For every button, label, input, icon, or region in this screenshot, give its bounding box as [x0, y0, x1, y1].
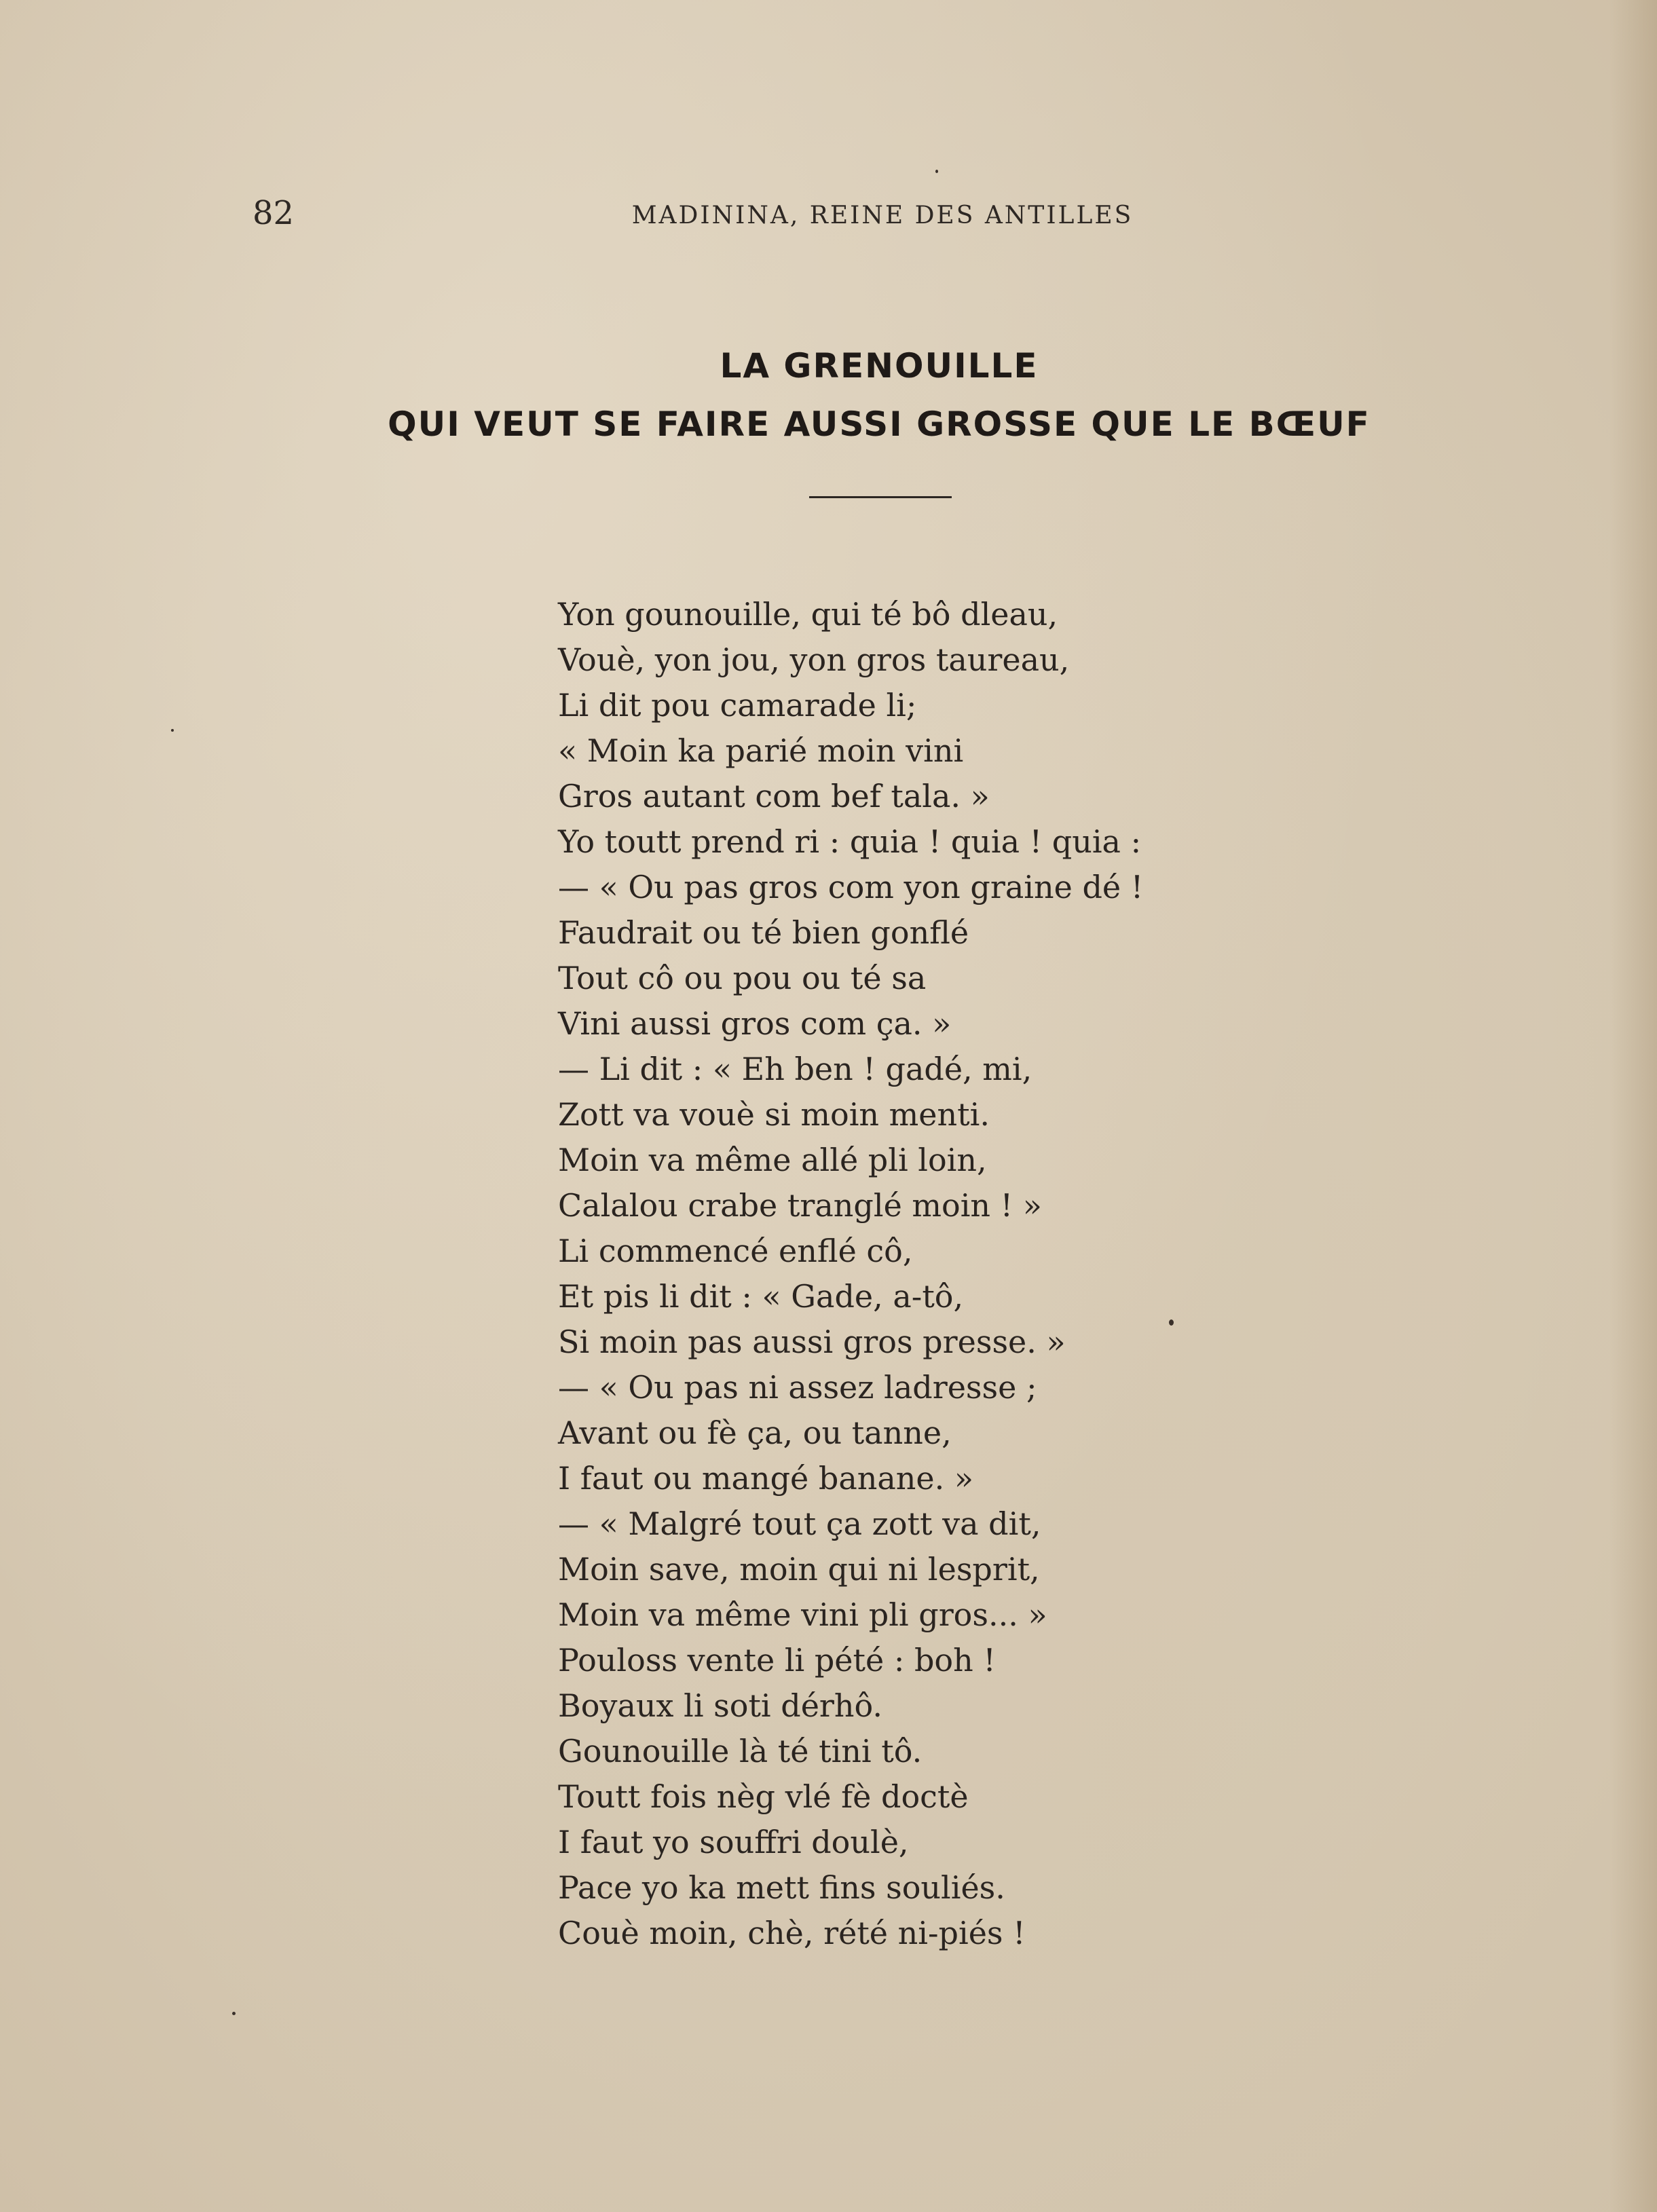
- poem-body: [558, 592, 1143, 1956]
- poem-line: Yon gounouille, qui té bô dleau,: [558, 596, 1058, 633]
- poem-line: Moin save, moin qui ni lesprit,: [558, 1551, 1040, 1588]
- poem-line: Couè moin, chè, rété ni-piés !: [558, 1915, 1026, 1951]
- paper-speck: [1169, 1319, 1174, 1326]
- poem-line: Toutt fois nèg vlé fè doctè: [558, 1778, 969, 1815]
- poem-line: I faut ou mangé banane. »: [558, 1460, 974, 1497]
- poem-title-line-1: LA GRENOUILLE: [720, 346, 1039, 386]
- page-number: 82: [253, 194, 295, 232]
- poem-title-line-2: QUI VEUT SE FAIRE AUSSI GROSSE QUE LE BŒUF: [388, 405, 1371, 444]
- poem-line: Si moin pas aussi gros presse. »: [558, 1324, 1066, 1360]
- poem-line: Gounouille là té tini tô.: [558, 1733, 923, 1769]
- poem-line: Et pis li dit : « Gade, a-tô,: [558, 1278, 964, 1315]
- poem-line: — « Ou pas gros com yon graine dé !: [558, 869, 1144, 905]
- paper-speck: [171, 729, 174, 732]
- poem-line: Moin va même vini pli gros... »: [558, 1596, 1047, 1633]
- poem-line: Calalou crabe tranglé moin ! »: [558, 1187, 1042, 1224]
- poem-line: — « Malgré tout ça zott va dit,: [558, 1505, 1041, 1542]
- poem-line: Yo toutt prend ri : quia ! quia ! quia :: [558, 823, 1142, 860]
- running-header: MADININA, REINE DES ANTILLES: [631, 202, 1134, 229]
- poem-line: Li dit pou camarade li;: [558, 687, 917, 724]
- poem-line: Vouè, yon jou, yon gros taureau,: [558, 641, 1070, 678]
- poem-line: — « Ou pas ni assez ladresse ;: [558, 1369, 1037, 1406]
- poem-line: I faut yo souffri doulè,: [558, 1824, 909, 1860]
- title-divider: [809, 496, 952, 498]
- poem-line: Li commencé enflé cô,: [558, 1233, 913, 1269]
- poem-line: Vini aussi gros com ça. »: [558, 1005, 952, 1042]
- poem-line: Faudrait ou té bien gonflé: [558, 914, 969, 951]
- poem-line: Boyaux li soti dérhô.: [558, 1687, 883, 1724]
- paper-speck: [935, 170, 938, 173]
- poem-line: Zott va vouè si moin menti.: [558, 1096, 990, 1133]
- poem-line: « Moin ka parié moin vini: [558, 732, 964, 769]
- poem-line: Pouloss vente li pété : boh !: [558, 1642, 996, 1679]
- paper-speck: [232, 2012, 236, 2015]
- page-edge-shadow: [1609, 0, 1657, 2212]
- poem-line: Gros autant com bef tala. »: [558, 778, 990, 814]
- poem-line: Moin va même allé pli loin,: [558, 1142, 987, 1178]
- poem-line: Avant ou fè ça, ou tanne,: [558, 1414, 952, 1451]
- poem-line: Pace yo ka mett fins souliés.: [558, 1869, 1005, 1906]
- poem-line: — Li dit : « Eh ben ! gadé, mi,: [558, 1051, 1032, 1087]
- poem-line: Tout cô ou pou ou té sa: [558, 960, 927, 996]
